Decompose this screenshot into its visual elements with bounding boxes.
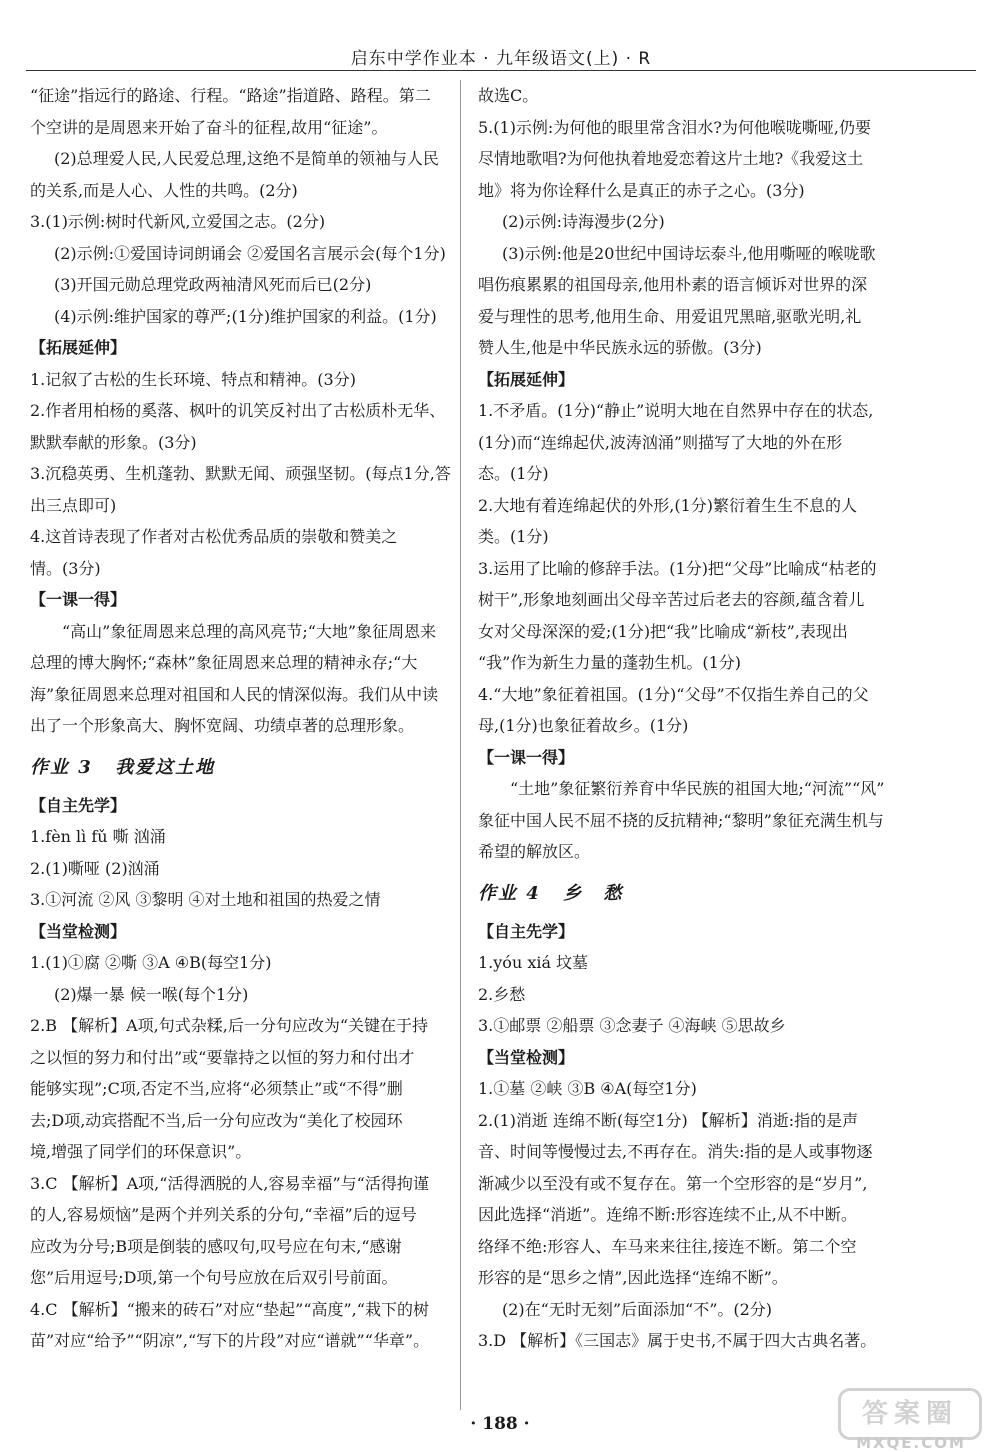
- text-line: (3)示例:他是20世纪中国诗坛泰斗,他用嘶哑的喉咙歌: [502, 243, 876, 263]
- text-line: 1.yóu xiá 坟墓: [478, 953, 589, 972]
- text-line: 形容的是“思乡之情”,因此选择“连绵不断”。: [478, 1268, 788, 1287]
- text-line: 2.大地有着连绵起伏的外形,(1分)繁衍着生生不息的人: [478, 495, 858, 515]
- text-line: 母,(1分)也象征着故乡。(1分): [478, 716, 689, 735]
- text-line: 4.这首诗表现了作者对古松优秀品质的崇敬和赞美之: [30, 527, 398, 546]
- text-line: 3.沉稳英勇、生机蓬勃、默默无闻、顽强坚韧。(每点1分,答: [30, 464, 451, 483]
- text-line: 1.fèn lì fǔ 嘶 汹涌: [30, 827, 166, 846]
- text-line: (2)示例:①爱国诗词朗诵会 ②爱国名言展示会(每个1分): [54, 243, 446, 263]
- text-line: 2.作者用柏杨的奚落、枫叶的讥笑反衬出了古松质朴无华、: [30, 401, 446, 420]
- text-line: 爱与理性的思考,他用生命、用爱诅咒黑暗,驱歌光明,礼: [478, 306, 862, 326]
- text-line: “土地”象征繁衍养育中华民族的祖国大地;“河流”“风”: [510, 779, 885, 798]
- text-line: 海”象征周恩来总理对祖国和人民的情深似海。我们从中读: [30, 684, 439, 704]
- text-line: (1分)而“连绵起伏,波涛汹涌”则描写了大地的外在形: [478, 432, 843, 452]
- text-line: 3.C 【解析】A项,“活得洒脱的人,容易幸福”与“活得拘谨: [30, 1173, 429, 1193]
- text-line: 3.D 【解析】《三国志》属于史书,不属于四大古典名著。: [478, 1331, 877, 1350]
- text-line: 5.(1)示例:为何他的眼里常含泪水?为何他喉咙嘶哑,仍要: [478, 117, 871, 137]
- section-heading: 【自主先学】: [478, 921, 575, 941]
- text-line: (4)示例:维护国家的尊严;(1分)维护国家的利益。(1分): [54, 306, 437, 326]
- text-line: (3)开国元勋总理党政两袖清风死而后已(2分): [54, 275, 372, 294]
- homework-name: 我爱这土地: [115, 756, 216, 778]
- text-line: (2)在“无时无刻”后面添加“不”。(2分): [502, 1299, 773, 1319]
- text-line: “高山”象征周恩来总理的高风亮节;“大地”象征周恩来: [62, 621, 437, 641]
- text-line: 2.B 【解析】A项,句式杂糅,后一分句应改为“关键在于持: [30, 1016, 429, 1035]
- text-line: 女对父母深深的爱;(1分)把“我”比喻成“新枝”,表现出: [478, 621, 848, 641]
- text-line: 因此选择“消逝”。连绵不断:形容连续不止,从不中断。: [478, 1205, 857, 1224]
- text-line: 2.(1)消逝 连绵不断(每空1分) 【解析】消逝:指的是声: [478, 1110, 859, 1130]
- text-line: 故选C。: [478, 86, 539, 105]
- section-heading: 【拓展延伸】: [30, 338, 127, 357]
- homework-number: 作业 3: [30, 756, 93, 778]
- text-line: 希望的解放区。: [478, 842, 591, 861]
- text-line: 渐减少以至没有或不复存在。第一个空形容的是“岁月”,: [478, 1173, 868, 1193]
- text-line: 尽情地歌唱?为何他执着地爱恋着这片土地?《我爱这土: [478, 149, 864, 168]
- watermark-logo: 答案圈: [838, 1388, 982, 1440]
- text-line: 应改为分号;B项是倒装的感叹句,叹号应在句末,“感谢: [30, 1236, 402, 1256]
- text-line: 2.乡愁: [478, 984, 526, 1004]
- watermark-url: MXQE.COM: [856, 1434, 966, 1452]
- text-line: 1.记叙了古松的生长环境、特点和精神。(3分): [30, 369, 356, 389]
- section-heading: 【一课一得】: [30, 590, 127, 609]
- text-line: 4.C 【解析】“搬来的砖石”对应“垫起”“高度”,“栽下的树: [30, 1299, 429, 1319]
- text-line: 的关系,而是人心、人性的共鸣。(2分): [30, 180, 298, 200]
- right-column: [478, 80, 916, 1357]
- text-line: 去;D项,动宾搭配不当,后一分句应改为“美化了校园环: [30, 1110, 403, 1130]
- homework-number: 作业 4: [478, 882, 541, 904]
- text-line: 1.(1)①腐 ②嘶 ③A ④B(每空1分): [30, 953, 272, 972]
- section-heading: 【当堂检测】: [30, 921, 127, 941]
- text-line: 情。(3分): [30, 558, 101, 578]
- text-line: 3.①河流 ②风 ③黎明 ④对土地和祖国的热爱之情: [30, 890, 381, 909]
- section-heading: 【当堂检测】: [478, 1047, 575, 1067]
- section-heading: 【自主先学】: [30, 795, 127, 815]
- text-line: 2.(1)嘶哑 (2)汹涌: [30, 858, 160, 878]
- text-line: 3.运用了比喻的修辞手法。(1分)把“父母”比喻成“枯老的: [478, 558, 877, 578]
- text-line: 总理的博大胸怀;“森林”象征周恩来总理的精神永存;“大: [30, 653, 418, 672]
- text-line: 出了一个形象高大、胸怀宽阔、功绩卓著的总理形象。: [30, 716, 415, 735]
- text-line: 出三点即可): [30, 495, 117, 515]
- text-line: 赞人生,他是中华民族永远的骄傲。(3分): [478, 338, 762, 357]
- text-line: 境,增强了同学们的环保意识”。: [30, 1142, 252, 1161]
- section-heading: 【一课一得】: [478, 747, 575, 767]
- text-line: 树干”,形象地刻画出父母辛苦过后老去的容颜,蕴含着儿: [478, 590, 865, 609]
- text-line: 1.①墓 ②峡 ③B ④A(每空1分): [478, 1079, 697, 1098]
- text-line: (2)爆一暴 候一喉(每个1分): [54, 984, 249, 1004]
- text-line: 音、时间等慢慢过去,不再存在。消失:指的是人或事物逐: [478, 1142, 873, 1161]
- text-line: 苗”对应“给予”“阴凉”,“写下的片段”对应“谱就”“华章”。: [30, 1331, 430, 1350]
- homework-name: 乡 愁: [563, 882, 630, 904]
- text-line: 默默奉献的形象。(3分): [30, 432, 197, 452]
- text-line: 态。(1分): [478, 464, 549, 483]
- text-line: 唱伤痕累累的祖国母亲,他用朴素的语言倾诉对世界的深: [478, 275, 868, 294]
- text-line: 的人,容易烦恼”是两个并列关系的分句,“幸福”后的逗号: [30, 1205, 417, 1224]
- section-heading: 【拓展延伸】: [478, 369, 575, 389]
- homework-title: [30, 746, 468, 790]
- text-line: (2)总理爱人民,人民爱总理,这绝不是简单的领袖与人民: [54, 149, 439, 168]
- text-line: 3.(1)示例:树时代新风,立爱国之志。(2分): [30, 212, 326, 231]
- text-line: (2)示例:诗海漫步(2分): [502, 212, 665, 231]
- text-line: 4.“大地”象征着祖国。(1分)“父母”不仅指生养自己的父: [478, 684, 869, 704]
- text-line: 3.①邮票 ②船票 ③念妻子 ④海峡 ⑤思故乡: [478, 1016, 786, 1035]
- text-line: 能够实现”;C项,否定不当,应将“必须禁止”或“不得”删: [30, 1079, 403, 1098]
- text-line: 络绎不绝:形容人、车马来来往往,接连不断。第二个空: [478, 1236, 857, 1256]
- text-line: 1.不矛盾。(1分)“静止”说明大地在自然界中存在的状态,: [478, 401, 874, 420]
- text-line: 地》将为你诠释什么是真正的赤子之心。(3分): [478, 180, 805, 200]
- text-line: 之以恒的努力和付出”或“要靠持之以恒的努力和付出才: [30, 1047, 415, 1067]
- header-title: 启东中学作业本 · 九年级语文(上) · R: [350, 49, 652, 69]
- page-header: [26, 44, 976, 71]
- text-line: 您”后用逗号;D项,第一个句号应放在后双引号前面。: [30, 1268, 398, 1287]
- text-line: “征途”指远行的路途、行程。“路途”指道路、路程。第二: [30, 86, 431, 105]
- page-number: · 188 ·: [470, 1414, 530, 1434]
- text-line: “我”作为新生力量的蓬勃生机。(1分): [478, 653, 742, 672]
- left-column: [30, 80, 468, 1357]
- homework-title: [478, 872, 916, 916]
- text-line: 类。(1分): [478, 527, 549, 546]
- text-line: 象征中国人民不屈不挠的反抗精神;“黎明”象征充满生机与: [478, 810, 884, 830]
- text-line: 个空讲的是周恩来开始了奋斗的征程,故用“征途”。: [30, 117, 388, 137]
